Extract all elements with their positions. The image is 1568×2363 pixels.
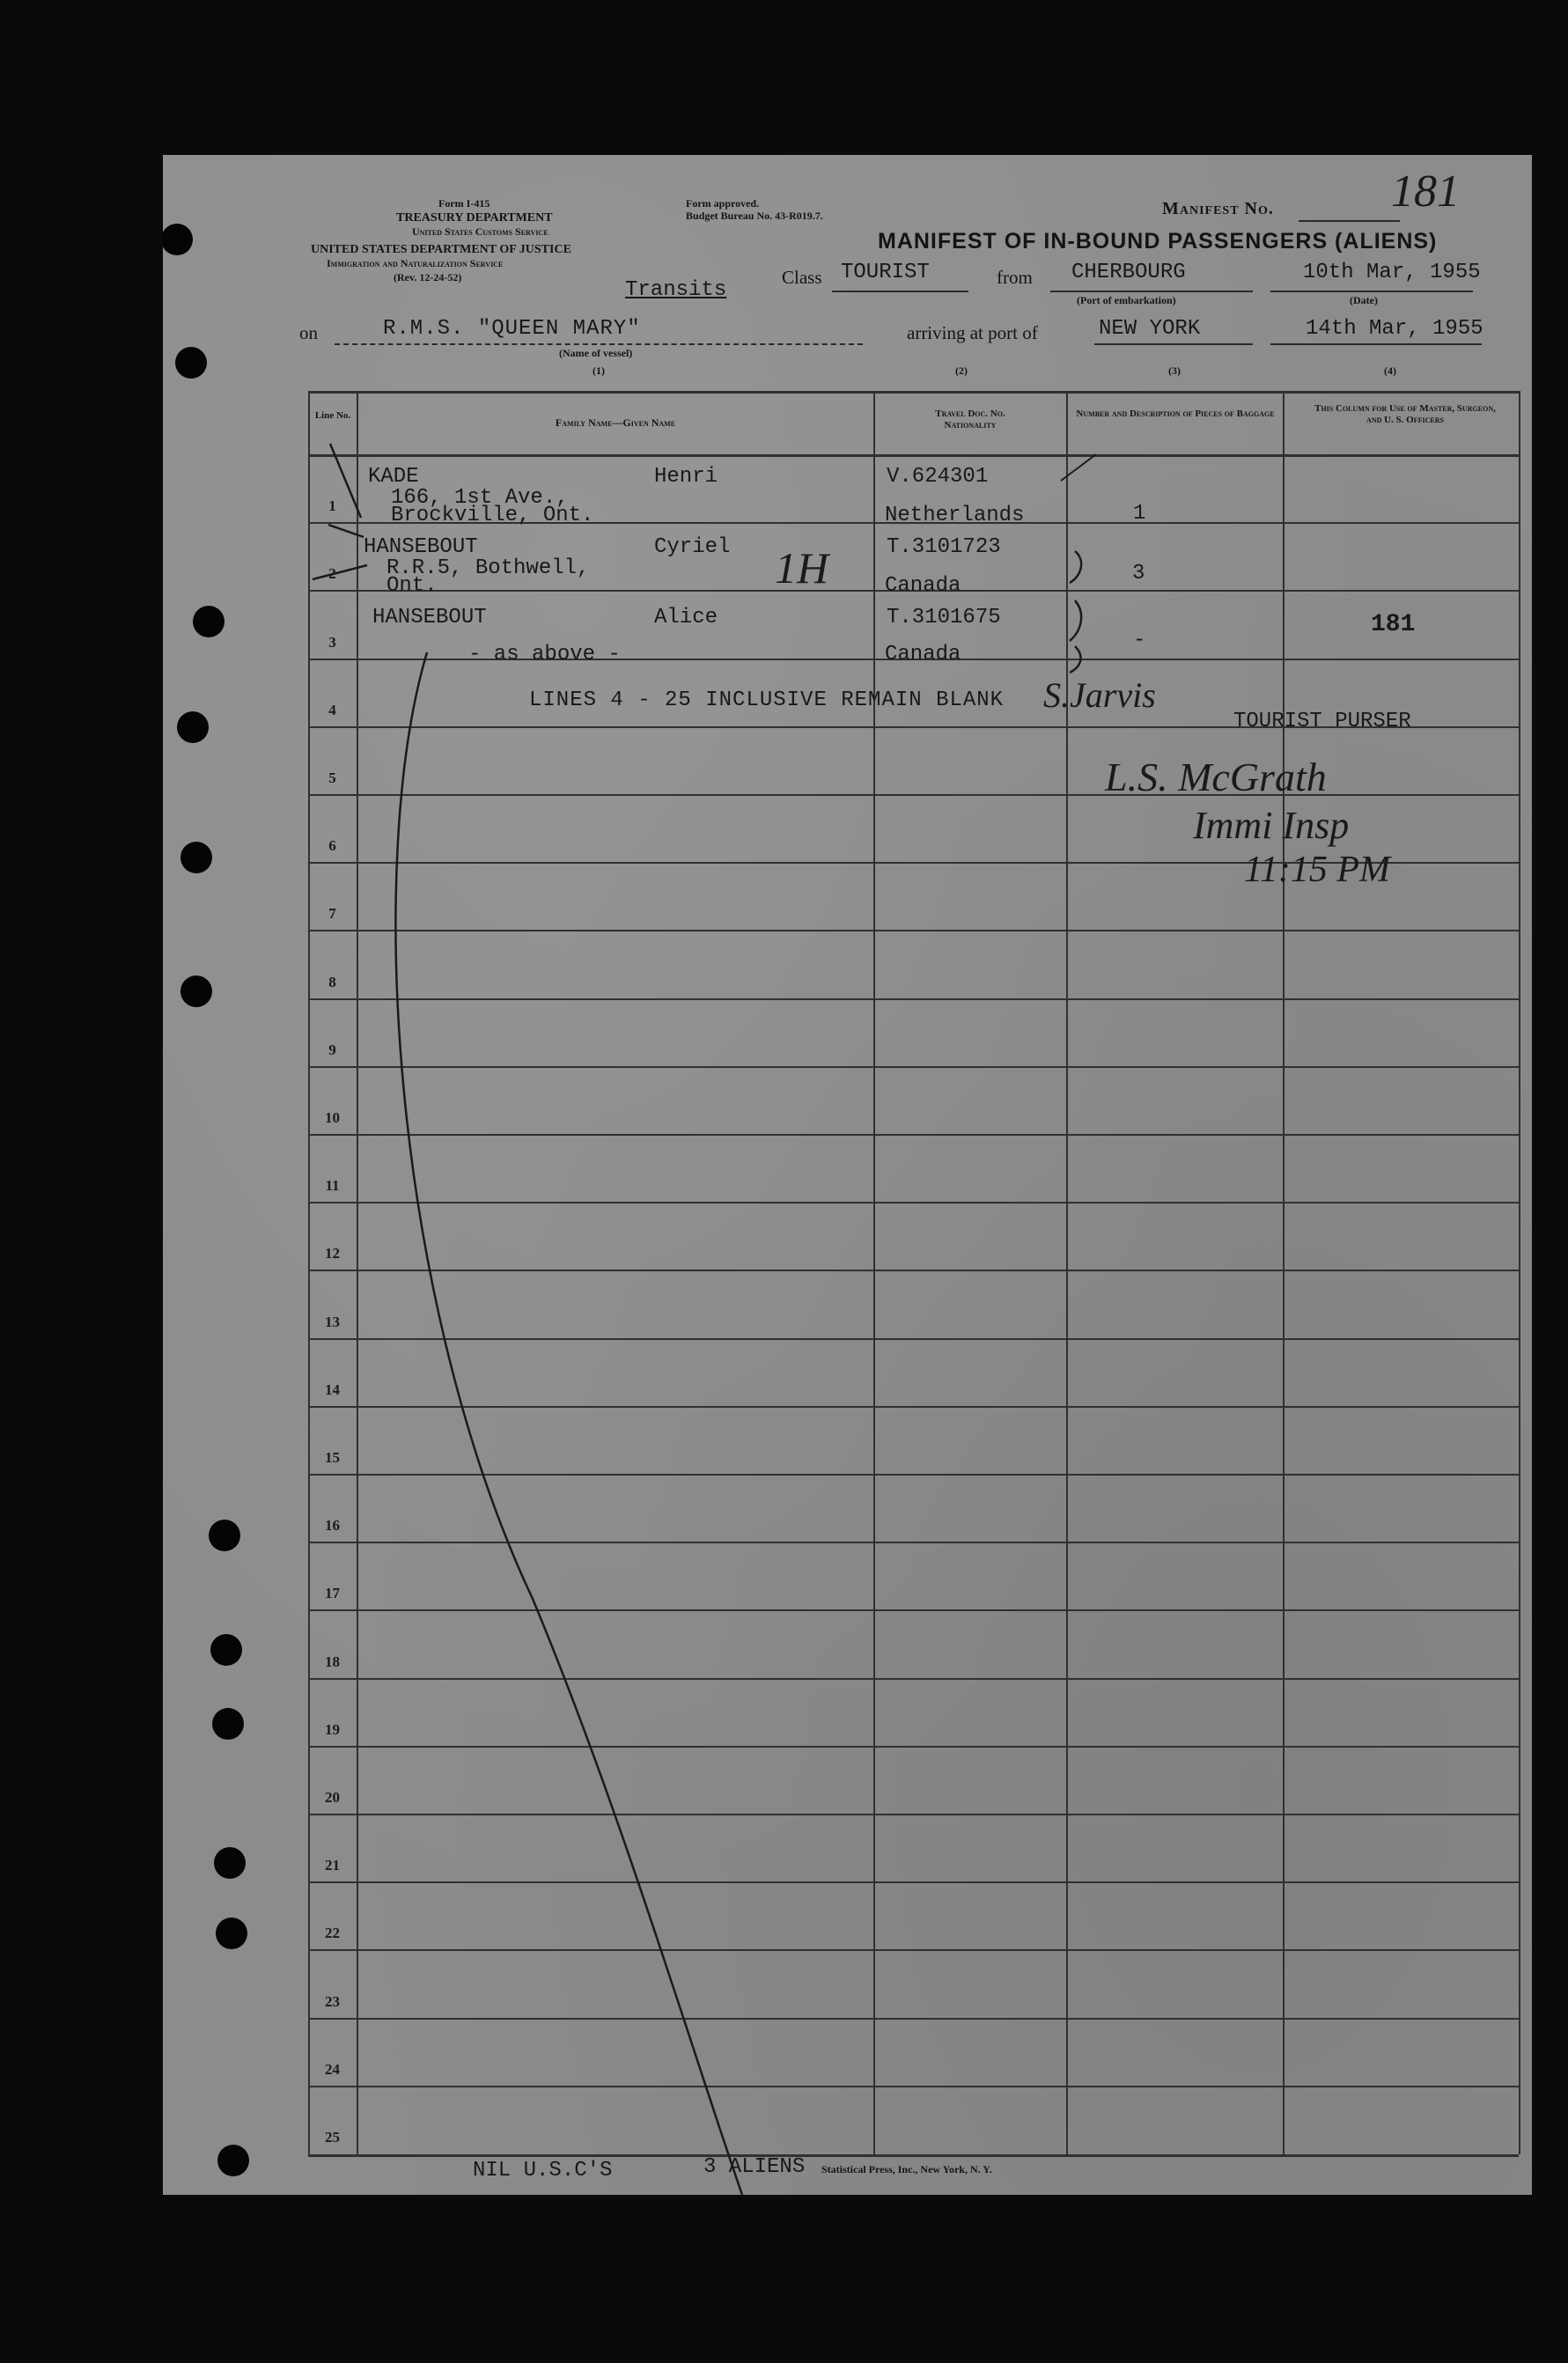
entry-1-nationality: Netherlands bbox=[885, 504, 1025, 527]
entry-3-nationality: Canada bbox=[885, 643, 961, 666]
from-value: CHERBOURG bbox=[1071, 261, 1186, 284]
punch-hole bbox=[177, 711, 209, 743]
department-ins: Immigration and Naturalization Service bbox=[327, 257, 504, 269]
row-rule bbox=[308, 794, 1519, 796]
entry-2-address: Ont. bbox=[386, 574, 438, 598]
from-label: from bbox=[997, 267, 1033, 288]
row-rule bbox=[308, 1814, 1519, 1815]
row-rule bbox=[308, 1746, 1519, 1748]
line-number: 23 bbox=[325, 1993, 340, 2010]
punch-hole bbox=[217, 2145, 249, 2176]
line-number: 20 bbox=[325, 1789, 340, 1806]
row-rule bbox=[308, 1678, 1519, 1680]
line-number: 1 bbox=[328, 497, 336, 514]
entry-2-address: R.R.5, Bothwell, bbox=[386, 556, 590, 580]
line-number: 12 bbox=[325, 1245, 340, 1262]
entry-3-officer-note: 181 bbox=[1371, 611, 1416, 638]
punch-hole bbox=[193, 606, 225, 637]
column-divider bbox=[308, 391, 310, 2154]
class-label: Class bbox=[782, 267, 822, 288]
on-label: on bbox=[299, 322, 318, 343]
entry-1-family-name: KADE bbox=[368, 465, 419, 489]
column-divider bbox=[873, 391, 875, 2154]
punch-hole bbox=[180, 975, 212, 1007]
footer-nil: NIL U.S.C'S bbox=[473, 2159, 613, 2183]
row-rule bbox=[308, 1202, 1519, 1204]
caption-2: (2) bbox=[955, 364, 968, 377]
line-number: 4 bbox=[328, 702, 336, 718]
row-rule bbox=[308, 1406, 1519, 1408]
purser-title: TOURIST PURSER bbox=[1233, 710, 1411, 733]
row-rule bbox=[308, 1949, 1519, 1951]
department-customs: United States Customs Service bbox=[412, 225, 548, 238]
entry-2-travel-doc: T.3101723 bbox=[887, 535, 1001, 559]
caption-3: (3) bbox=[1168, 364, 1181, 377]
blank-lines-note: LINES 4 - 25 INCLUSIVE REMAIN BLANK bbox=[529, 688, 1005, 712]
punch-hole bbox=[163, 224, 193, 255]
line-number: 19 bbox=[325, 1721, 340, 1738]
from-line bbox=[1050, 291, 1253, 292]
punch-hole bbox=[214, 1847, 246, 1879]
pen-strokes bbox=[163, 155, 1532, 2195]
line-number: 6 bbox=[328, 837, 336, 854]
line-number: 21 bbox=[325, 1857, 340, 1873]
departure-date: 10th Mar, 1955 bbox=[1303, 261, 1481, 284]
entry-3-travel-doc: T.3101675 bbox=[887, 606, 1001, 629]
punch-hole bbox=[180, 842, 212, 873]
long-pen-stroke bbox=[395, 652, 742, 2195]
date-caption: (Date) bbox=[1350, 294, 1378, 306]
budget-bureau: Budget Bureau No. 43-R019.7. bbox=[686, 210, 823, 222]
line-number: 10 bbox=[325, 1109, 340, 1126]
form-approved: Form approved. bbox=[686, 197, 760, 210]
punch-hole bbox=[175, 347, 207, 379]
caption-1: (1) bbox=[593, 364, 605, 377]
footer-aliens: 3 ALIENS bbox=[703, 2155, 806, 2179]
officer-note: Immi Insp bbox=[1193, 804, 1350, 847]
manifest-no-line bbox=[1299, 220, 1400, 222]
manifest-title: MANIFEST OF IN-BOUND PASSENGERS (ALIENS) bbox=[878, 229, 1438, 254]
header-travel-doc: Travel Doc. No. Nationality bbox=[935, 409, 1005, 431]
line-number: 11 bbox=[325, 1177, 340, 1194]
row-rule bbox=[308, 1881, 1519, 1883]
class-line bbox=[832, 291, 968, 292]
department-justice: UNITED STATES DEPARTMENT OF JUSTICE bbox=[311, 243, 571, 256]
transits-label: Transits bbox=[625, 278, 727, 302]
line-number: 9 bbox=[328, 1042, 336, 1058]
arrival-port: NEW YORK bbox=[1099, 317, 1201, 341]
time-note: 11:15 PM bbox=[1244, 850, 1391, 890]
line-number: 7 bbox=[328, 905, 336, 922]
arrival-date: 14th Mar, 1955 bbox=[1306, 317, 1483, 341]
date-line bbox=[1270, 291, 1473, 292]
entry-2-nationality: Canada bbox=[885, 574, 961, 598]
port-caption: (Port of embarkation) bbox=[1077, 294, 1176, 306]
entry-1-address: Brockville, Ont. bbox=[391, 504, 594, 527]
line-number: 14 bbox=[325, 1381, 340, 1398]
entry-2-given-name: Cyriel bbox=[654, 535, 731, 559]
line-number: 13 bbox=[325, 1314, 340, 1330]
header-baggage: Number and Description of Pieces of Baggage bbox=[1076, 409, 1275, 419]
line-number: 15 bbox=[325, 1449, 340, 1466]
entry-3-baggage: - bbox=[1133, 629, 1146, 652]
table-bottom-rule bbox=[308, 2154, 1519, 2157]
line-number: 16 bbox=[325, 1517, 340, 1534]
row-rule bbox=[308, 1066, 1519, 1068]
punch-hole bbox=[209, 1520, 240, 1551]
entry-1-given-name: Henri bbox=[654, 465, 718, 489]
purser-signature: S.Jarvis bbox=[1043, 675, 1156, 715]
entry-3-family-name: HANSEBOUT bbox=[372, 606, 487, 629]
line-number: 3 bbox=[328, 634, 336, 651]
class-value: TOURIST bbox=[841, 261, 930, 284]
row-rule bbox=[308, 1474, 1519, 1476]
column-divider bbox=[1283, 391, 1285, 2154]
vessel-line bbox=[335, 343, 863, 345]
arriving-label: arriving at port of bbox=[907, 322, 1038, 343]
table-top-rule bbox=[308, 391, 1519, 394]
line-number: 17 bbox=[325, 1585, 340, 1601]
entry-1-travel-doc: V.624301 bbox=[887, 465, 989, 489]
row-rule bbox=[308, 998, 1519, 1000]
manifest-number-handwritten: 181 bbox=[1391, 166, 1460, 217]
row-rule bbox=[308, 1134, 1519, 1136]
punch-hole bbox=[212, 1708, 244, 1740]
arrival-date-line bbox=[1270, 343, 1482, 345]
table-header-rule bbox=[308, 454, 1519, 457]
baggage-braces bbox=[1070, 551, 1081, 673]
header-line-no: Line No. bbox=[314, 410, 351, 421]
department-treasury: TREASURY DEPARTMENT bbox=[396, 211, 553, 225]
handwritten-mark: 1H bbox=[775, 543, 829, 593]
line-number: 8 bbox=[328, 974, 336, 990]
line-number: 24 bbox=[325, 2061, 340, 2078]
row-rule bbox=[308, 1542, 1519, 1543]
line-number: 22 bbox=[325, 1925, 340, 1941]
row-rule bbox=[308, 930, 1519, 931]
column-divider bbox=[357, 391, 358, 2154]
row-rule bbox=[308, 1270, 1519, 1271]
caption-4: (4) bbox=[1384, 364, 1396, 377]
entry-3-address: - as above - bbox=[468, 643, 621, 666]
form-number: Form I-415 bbox=[438, 197, 490, 210]
line-number: 2 bbox=[328, 565, 336, 582]
punch-hole bbox=[216, 1918, 247, 1949]
line-number: 18 bbox=[325, 1653, 340, 1670]
manifest-label: Manifest No. bbox=[1162, 199, 1274, 218]
column-divider bbox=[1066, 391, 1068, 2154]
row-rule bbox=[308, 1338, 1519, 1340]
footer-printer: Statistical Press, Inc., New York, N. Y. bbox=[821, 2163, 992, 2175]
entry-3-given-name: Alice bbox=[654, 606, 718, 629]
row-rule bbox=[308, 2086, 1519, 2087]
entry-1-baggage: 1 bbox=[1133, 502, 1146, 526]
line-number: 5 bbox=[328, 769, 336, 786]
header-officers: This Column for Use of Master, Surgeon, and U. S. Officers bbox=[1314, 403, 1496, 425]
header-name: Family Name—Given Name bbox=[555, 416, 676, 429]
row-rule bbox=[308, 1609, 1519, 1611]
column-divider bbox=[1519, 391, 1520, 2154]
vessel-name: R.M.S. "QUEEN MARY" bbox=[383, 317, 641, 341]
manifest-page bbox=[163, 155, 1532, 2195]
entry-2-baggage: 3 bbox=[1132, 562, 1145, 585]
row-rule bbox=[308, 2018, 1519, 2020]
line-number: 25 bbox=[325, 2129, 340, 2146]
vessel-caption: (Name of vessel) bbox=[559, 347, 633, 359]
entry-2-family-name: HANSEBOUT bbox=[364, 535, 478, 559]
form-revision: (Rev. 12-24-52) bbox=[394, 271, 462, 283]
punch-hole bbox=[210, 1634, 242, 1666]
port-line bbox=[1094, 343, 1253, 345]
officer-signature: L.S. McGrath bbox=[1105, 755, 1327, 799]
entry-1-address: 166, 1st Ave., bbox=[391, 486, 569, 510]
